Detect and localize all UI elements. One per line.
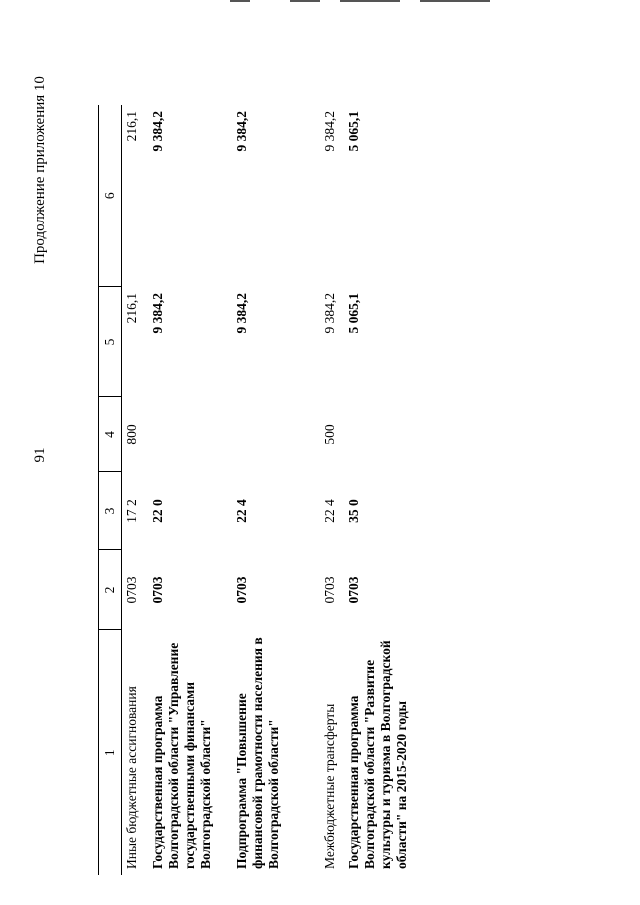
rotated-table-area [98, 105, 578, 875]
row-name: Государственная программа Волгоградской области "Управление государственными финансами Волгоградской области" [150, 642, 213, 869]
row-name: Межбюджетные трансферты [322, 703, 337, 869]
row-target-article: 35 0 [346, 499, 361, 523]
table-row [320, 105, 344, 875]
row-amount-col5: 9 384,2 [322, 293, 337, 334]
row-expense-type [232, 397, 320, 472]
row-section-code: 0703 [322, 576, 337, 604]
col-header-5: 5 [99, 287, 122, 397]
table-row [232, 105, 320, 875]
row-name: Государственная программа Волгоградской области "Развитие культуры и туризма в Волгоградской области" на 2015-2020 годы [346, 640, 409, 869]
page-number: 91 [32, 447, 48, 463]
table-row [122, 105, 149, 875]
row-section-code: 0703 [346, 576, 361, 604]
table-row [148, 105, 232, 875]
header-row [99, 105, 122, 875]
col-header-6: 6 [99, 105, 122, 287]
row-name: Иные бюджетные ассигнования [124, 686, 139, 869]
row-expense-type [344, 397, 458, 472]
row-amount-col6: 216,1 [124, 111, 139, 142]
row-section-code: 0703 [234, 576, 249, 604]
col-header-1: 1 [99, 630, 122, 875]
row-section-code: 0703 [124, 576, 139, 604]
row-section-code: 0703 [150, 576, 165, 604]
row-amount-col6: 9 384,2 [234, 111, 249, 152]
row-amount-col5: 9 384,2 [234, 293, 249, 334]
row-expense-type: 800 [124, 424, 139, 445]
scan-artifact-marks [230, 0, 500, 3]
row-target-article: 22 4 [322, 499, 337, 523]
col-header-4: 4 [99, 397, 122, 472]
row-expense-type: 500 [322, 424, 337, 445]
row-name: Подпрограмма "Повышение финансовой грамотности населения в Волгоградской области" [234, 637, 281, 869]
row-amount-col6: 9 384,2 [150, 111, 165, 152]
col-header-2: 2 [99, 550, 122, 630]
row-amount-col5: 9 384,2 [150, 293, 165, 334]
continuation-label: Продолжение приложения 10 [32, 76, 48, 264]
row-amount-col6: 5 065,1 [346, 111, 361, 152]
row-target-article: 17 2 [124, 499, 139, 523]
col-header-3: 3 [99, 472, 122, 550]
budget-table [98, 105, 458, 875]
row-amount-col5: 216,1 [124, 293, 139, 324]
table-row [344, 105, 458, 875]
row-target-article: 22 0 [150, 499, 165, 523]
row-target-article: 22 4 [234, 499, 249, 523]
row-amount-col5: 5 065,1 [346, 293, 361, 334]
row-expense-type [148, 397, 232, 472]
row-amount-col6: 9 384,2 [322, 111, 337, 152]
